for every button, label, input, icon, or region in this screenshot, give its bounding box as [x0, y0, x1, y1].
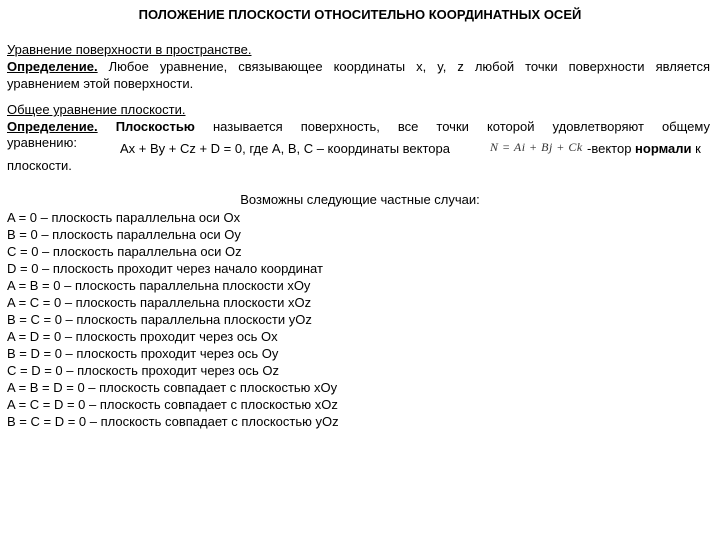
case-item: B = 0 – плоскость параллельна оси Oy [7, 227, 241, 242]
case-item: A = D = 0 – плоскость проходит через ось Ox [7, 329, 278, 344]
plane-definition [7, 118, 710, 135]
surface-definition-line2 [7, 75, 710, 92]
surface-definition-text-2: уравнением этой поверхности. [7, 76, 194, 91]
normal-word: нормали [635, 141, 692, 156]
case-item: A = C = 0 – плоскость параллельна плоскости xOz [7, 295, 312, 310]
cases-list [7, 209, 339, 430]
plane-equation [120, 140, 450, 157]
case-item: A = 0 – плоскость параллельна оси Ox [7, 210, 241, 225]
surface-heading [7, 41, 710, 58]
case-item: C = D = 0 – плоскость проходит через ось Oz [7, 363, 280, 378]
page-title: ПОЛОЖЕНИЕ ПЛОСКОСТИ ОТНОСИТЕЛЬНО КООРДИНАТНЫХ ОСЕЙ [138, 7, 582, 22]
plane-heading [7, 101, 710, 118]
normal-vector-formula: N = Ai + Bj + Ck [490, 140, 583, 154]
plane-definition-label: Определение. [7, 119, 98, 134]
plane-equation-text: Ax + By + Cz + D = 0, где А, В, С – координаты вектора [120, 141, 450, 156]
case-item: A = C = D = 0 – плоскость совпадает с плоскостью xOz [7, 397, 338, 412]
plane-definition-term: Плоскостью [115, 119, 195, 134]
surface-definition-text: Любое уравнение, связывающее координаты x, y, z любой точки поверхности является [97, 59, 710, 74]
surface-definition-label: Определение. [7, 59, 98, 74]
surface-definition [7, 58, 710, 75]
case-item: D = 0 – плоскость проходит через начало координат [7, 261, 323, 276]
plane-heading-text: Общее уравнение плоскости. [7, 102, 186, 117]
normal-vector-label [587, 140, 701, 157]
case-item: B = C = D = 0 – плоскость совпадает с плоскостью yOz [7, 414, 339, 429]
case-item: A = B = D = 0 – плоскость совпадает с плоскостью xOy [7, 380, 338, 395]
case-item: B = C = 0 – плоскость параллельна плоскости yOz [7, 312, 312, 327]
plane-definition-text: называется поверхность, все точки которой удовлетворяют общему [212, 119, 710, 134]
surface-heading-text: Уравнение поверхности в пространстве. [7, 42, 252, 57]
plane-definition-text-2: уравнению: [7, 135, 77, 150]
plane-definition-line3 [7, 157, 710, 174]
case-item: C = 0 – плоскость параллельна оси Oz [7, 244, 242, 259]
case-item: A = B = 0 – плоскость параллельна плоскости xOy [7, 278, 311, 293]
cases-title: Возможны следующие частные случаи: [240, 192, 480, 207]
case-item: B = D = 0 – плоскость проходит через ось Oy [7, 346, 279, 361]
plane-definition-text-3: плоскости. [7, 158, 72, 173]
vector-text: -вектор [587, 141, 632, 156]
normal-suffix: к [691, 141, 701, 156]
